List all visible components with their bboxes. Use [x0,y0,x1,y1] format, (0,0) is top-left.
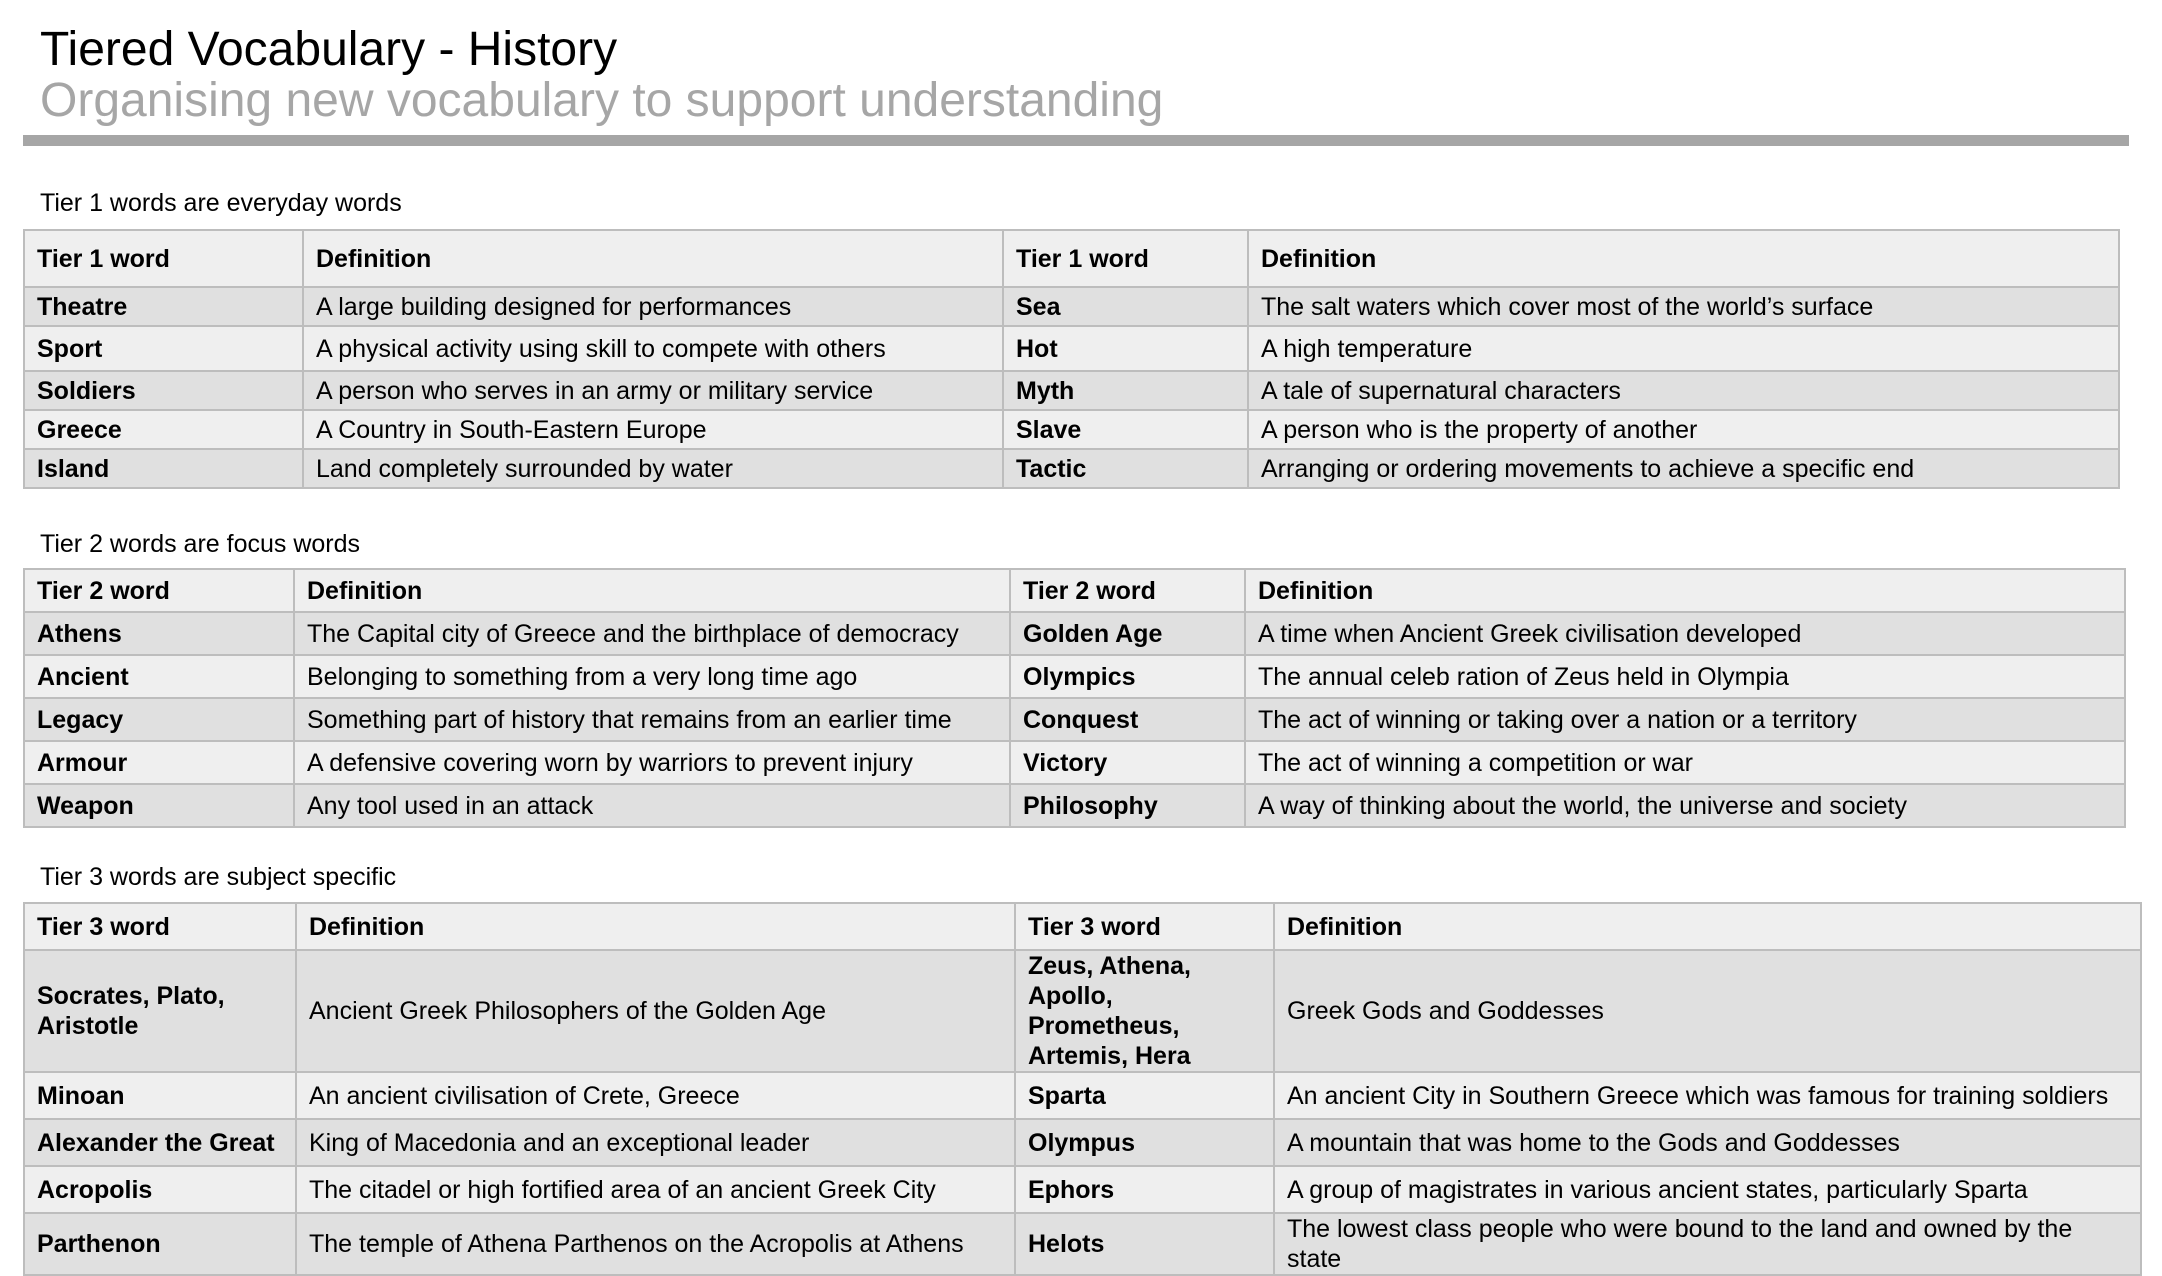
table-row [24,612,2125,655]
definition-cell: Belonging to something from a very long time ago [294,655,1010,698]
word-cell: Greece [24,410,303,449]
definition-cell: A person who serves in an army or military service [303,371,1003,410]
header-cell: Definition [1274,903,2141,950]
tier2-header-row [24,569,2125,612]
definition-cell: A Country in South-Eastern Europe [303,410,1003,449]
definition-cell: The salt waters which cover most of the world’s surface [1248,287,2119,326]
definition-cell: A time when Ancient Greek civilisation developed [1245,612,2125,655]
definition-cell: A mountain that was home to the Gods and Goddesses [1274,1119,2141,1166]
word-cell: Conquest [1010,698,1245,741]
word-cell: Philosophy [1010,784,1245,827]
page-title: Tiered Vocabulary - History [40,23,618,76]
definition-cell: A tale of supernatural characters [1248,371,2119,410]
word-cell: Parthenon [24,1213,296,1275]
definition-cell: The annual celeb ration of Zeus held in Olympia [1245,655,2125,698]
header-cell: Definition [303,230,1003,287]
definition-cell: The Capital city of Greece and the birthplace of democracy [294,612,1010,655]
table-row [24,784,2125,827]
definition-cell: The citadel or high fortified area of an ancient Greek City [296,1166,1015,1213]
definition-cell: The act of winning or taking over a nation or a territory [1245,698,2125,741]
word-cell: Alexander the Great [24,1119,296,1166]
word-cell: Sparta [1015,1072,1274,1119]
definition-cell: An ancient City in Southern Greece which was famous for training soldiers [1274,1072,2141,1119]
table-row [24,655,2125,698]
word-cell: Ephors [1015,1166,1274,1213]
definition-cell: A high temperature [1248,326,2119,371]
header-cell: Tier 3 word [1015,903,1274,950]
definition-cell: A defensive covering worn by warriors to prevent injury [294,741,1010,784]
header-cell: Definition [1248,230,2119,287]
tier3-table [23,902,2142,1276]
definition-cell: The act of winning a competition or war [1245,741,2125,784]
definition-cell: Ancient Greek Philosophers of the Golden Age [296,950,1015,1072]
tier1-header-row [24,230,2119,287]
definition-cell: Greek Gods and Goddesses [1274,950,2141,1072]
table-row [24,950,2141,1072]
header-cell: Tier 1 word [24,230,303,287]
page-subtitle: Organising new vocabulary to support understanding [40,74,1164,127]
definition-cell: A person who is the property of another [1248,410,2119,449]
word-cell: Olympus [1015,1119,1274,1166]
word-cell: Golden Age [1010,612,1245,655]
tier1-table [23,229,2120,489]
definition-cell: An ancient civilisation of Crete, Greece [296,1072,1015,1119]
definition-cell: A physical activity using skill to compete with others [303,326,1003,371]
tier2-caption: Tier 2 words are focus words [40,530,361,558]
tier1-caption: Tier 1 words are everyday words [40,189,402,217]
definition-cell: A way of thinking about the world, the universe and society [1245,784,2125,827]
word-cell: Soldiers [24,371,303,410]
header-cell: Definition [296,903,1015,950]
word-cell: Armour [24,741,294,784]
table-row [24,410,2119,449]
word-cell: Victory [1010,741,1245,784]
table-row [24,1072,2141,1119]
definition-cell: A large building designed for performances [303,287,1003,326]
table-row [24,1166,2141,1213]
definition-cell: The lowest class people who were bound to the land and owned by the state [1274,1213,2141,1275]
word-cell: Sea [1003,287,1248,326]
header-cell: Tier 2 word [24,569,294,612]
table-row [24,1213,2141,1275]
definition-cell: The temple of Athena Parthenos on the Acropolis at Athens [296,1213,1015,1275]
table-row [24,287,2119,326]
definition-cell: King of Macedonia and an exceptional leader [296,1119,1015,1166]
header-cell: Tier 2 word [1010,569,1245,612]
header-cell: Tier 1 word [1003,230,1248,287]
word-cell: Zeus, Athena, Apollo, Prometheus, Artemis, Hera [1015,950,1274,1072]
word-cell: Helots [1015,1213,1274,1275]
table-row [24,326,2119,371]
word-cell: Athens [24,612,294,655]
word-cell: Theatre [24,287,303,326]
table-row [24,1119,2141,1166]
word-cell: Olympics [1010,655,1245,698]
table-row [24,371,2119,410]
header-cell: Tier 3 word [24,903,296,950]
header-divider [23,135,2129,146]
word-cell: Myth [1003,371,1248,410]
tier3-header-row [24,903,2141,950]
word-cell: Slave [1003,410,1248,449]
tier2-table [23,568,2126,828]
header-cell: Definition [1245,569,2125,612]
header-cell: Definition [294,569,1010,612]
definition-cell: Arranging or ordering movements to achieve a specific end [1248,449,2119,488]
word-cell: Ancient [24,655,294,698]
word-cell: Weapon [24,784,294,827]
word-cell: Island [24,449,303,488]
table-row [24,698,2125,741]
tier3-caption: Tier 3 words are subject specific [40,863,397,891]
word-cell: Socrates, Plato, Aristotle [24,950,296,1072]
definition-cell: A group of magistrates in various ancient states, particularly Sparta [1274,1166,2141,1213]
definition-cell: Any tool used in an attack [294,784,1010,827]
definition-cell: Land completely surrounded by water [303,449,1003,488]
table-row [24,449,2119,488]
table-row [24,741,2125,784]
word-cell: Legacy [24,698,294,741]
word-cell: Minoan [24,1072,296,1119]
word-cell: Acropolis [24,1166,296,1213]
word-cell: Tactic [1003,449,1248,488]
definition-cell: Something part of history that remains from an earlier time [294,698,1010,741]
word-cell: Hot [1003,326,1248,371]
word-cell: Sport [24,326,303,371]
